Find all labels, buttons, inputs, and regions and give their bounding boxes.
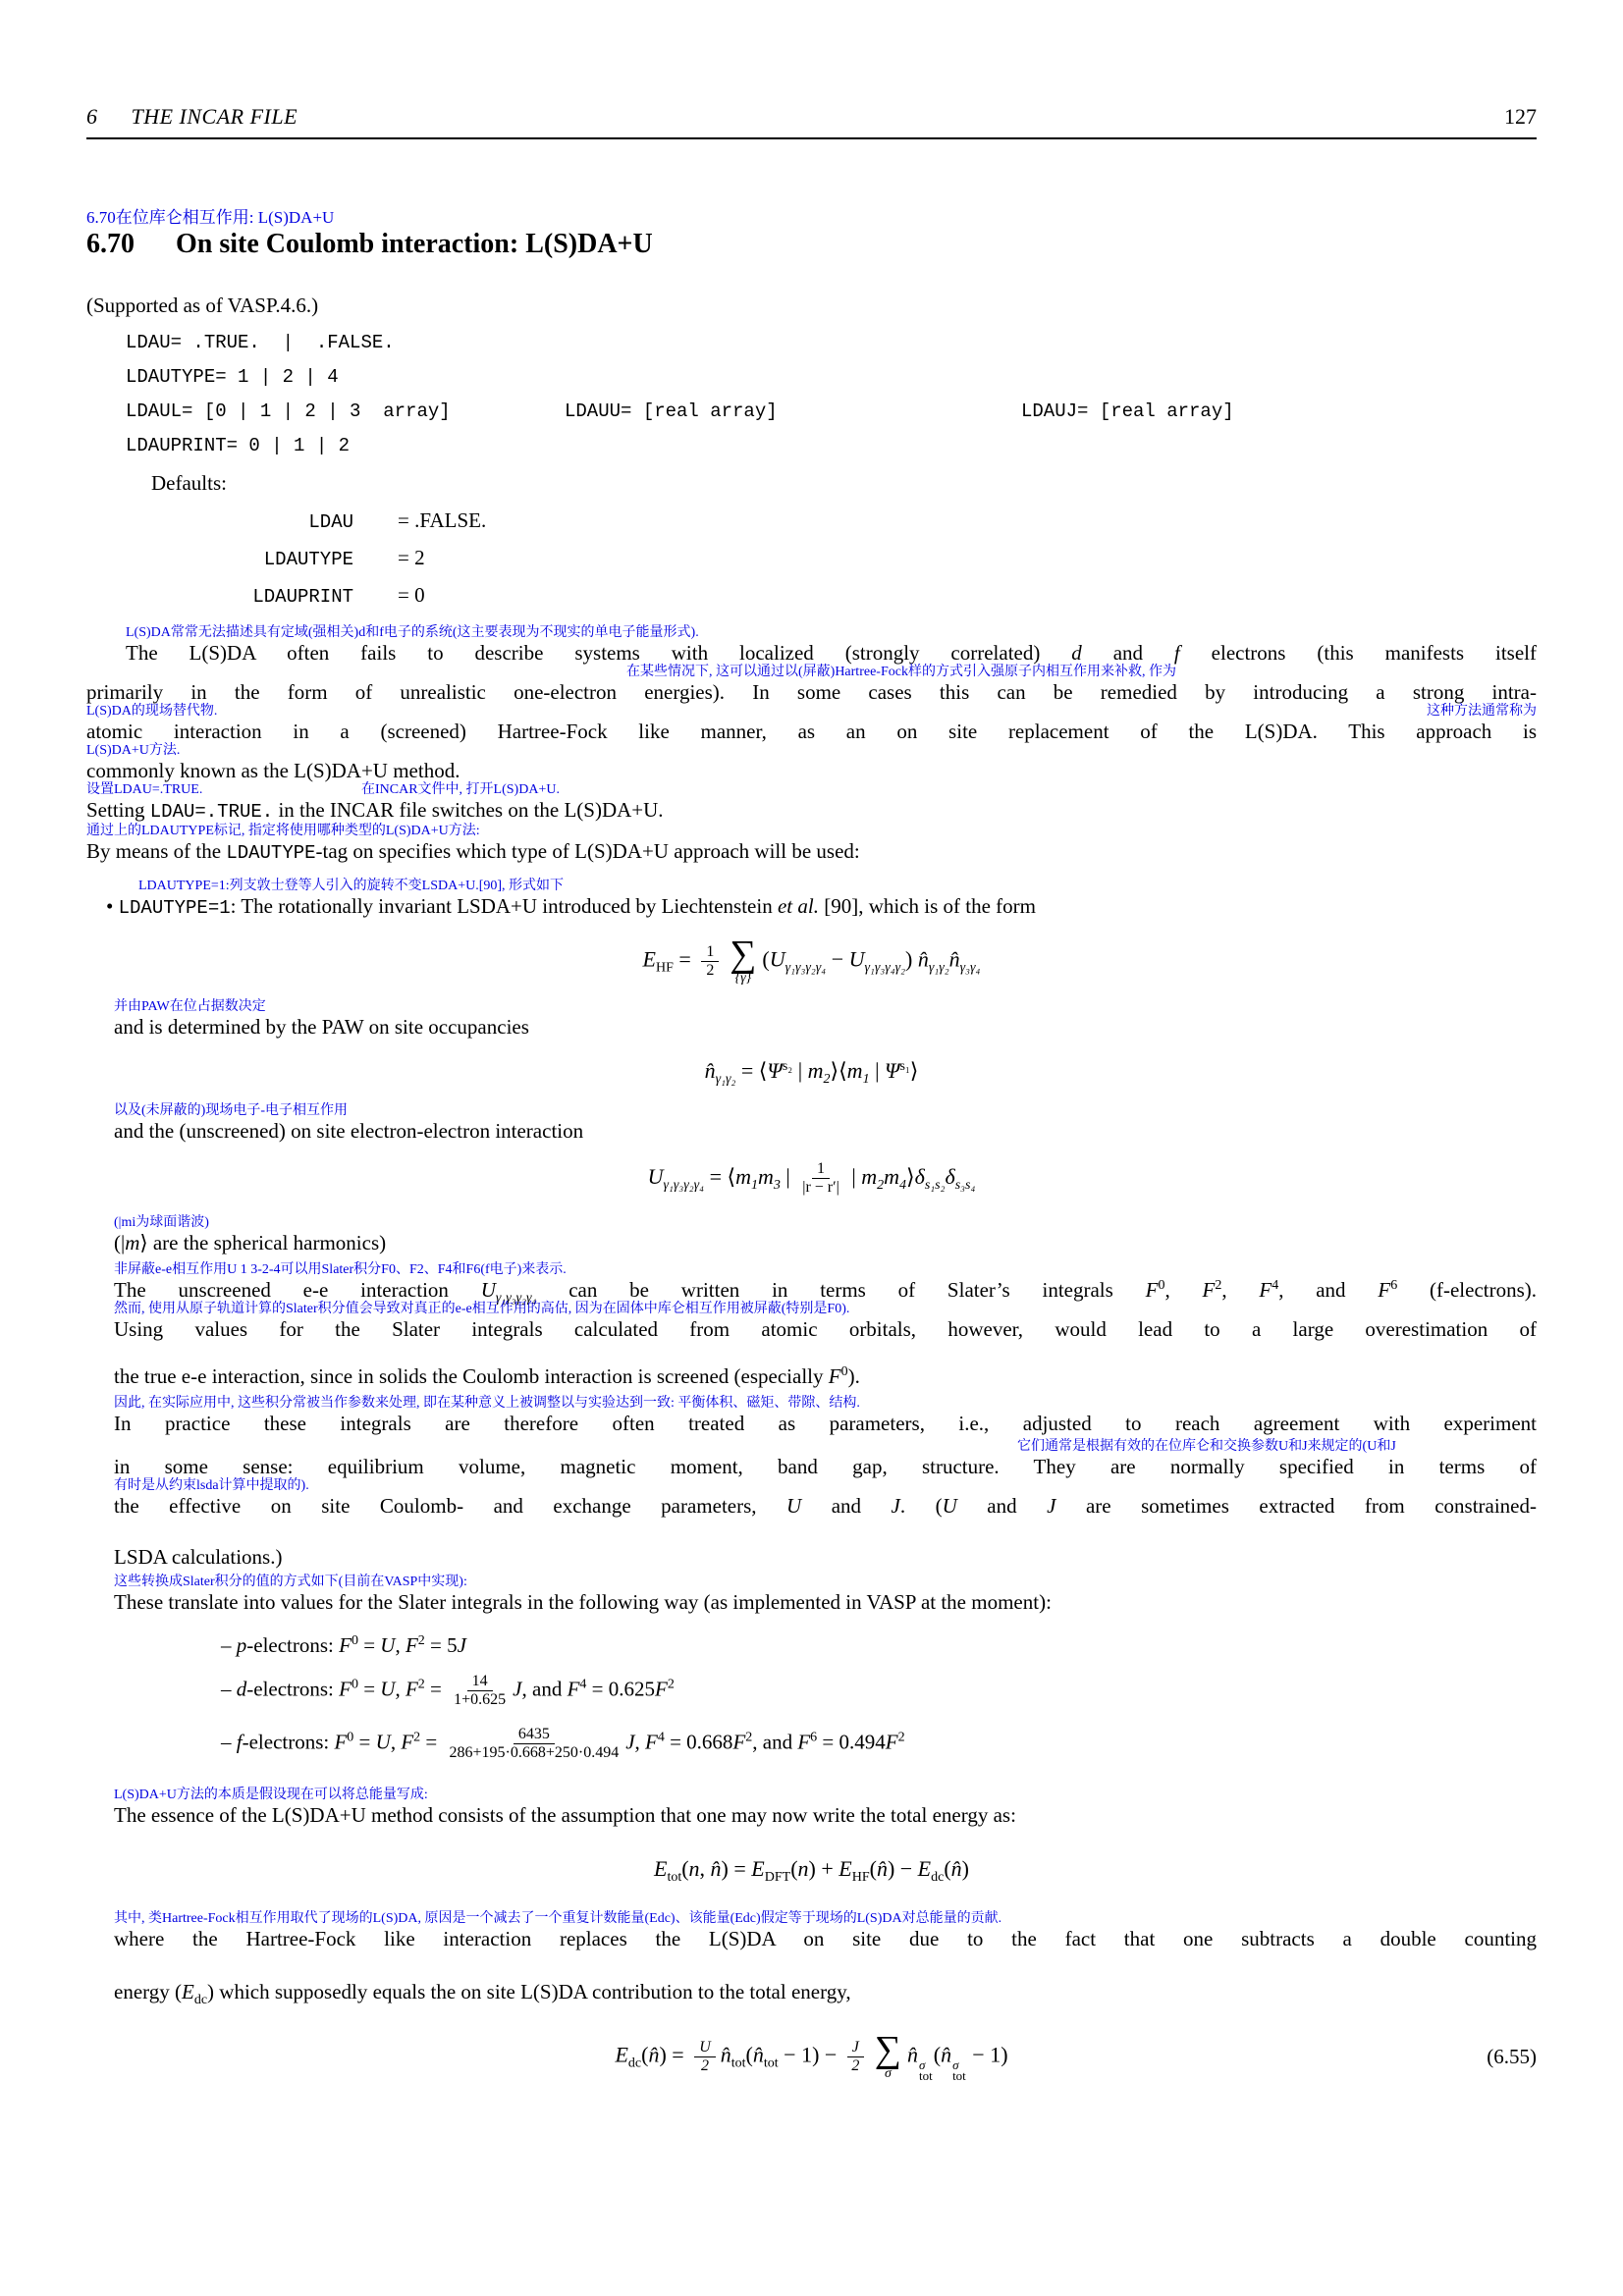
default-key: LDAUPRINT: [252, 586, 353, 608]
annotation-cn: [114, 1575, 1537, 1591]
equation-body: $E_{tot}(n$, n̂) = $E_{DFT}(n)$ + $E_{HF}(n̂)$ − $E_{dc}(n̂)$: [653, 1856, 969, 1886]
body-line: These translate into values for the Slater integrals in the following way (as implemented in VASP at the moment):: [114, 1589, 1052, 1614]
running-head: [86, 104, 298, 130]
annotated-line: [86, 665, 1537, 704]
body-line: The unscreened e-e interaction $U_{\gamma_1\gamma_3\gamma_2\gamma_4}$ can be written in terms of Slater’s integrals $F^0$, $F^2$, $F^4$, and $F^6$ (f-electrons).: [114, 1277, 1538, 1306]
defaults-label: Defaults:: [151, 471, 227, 495]
code-ldauj: LDAUJ= [real array]: [1021, 400, 1234, 422]
annotation-cn: [86, 743, 1537, 760]
chapter-title: THE INCAR FILE: [131, 104, 298, 129]
annotated-line: [86, 743, 1537, 782]
equation-body: $n̂_{\gamma_1\gamma_2}$ = $⟨\Psi^{s_2}$ | $m_2⟩⟨m_1$ | $\Psi^{s_1}⟩$: [704, 1058, 919, 1087]
spacer: [86, 1614, 1537, 1633]
annotation-cn: [114, 1302, 1537, 1318]
annotation-text: L(S)DA常常无法描述具有定域(强相关)d和f电子的系统(这主要表现为不现实的单电子能量形式).: [126, 625, 699, 640]
list-item: – d-electrons: $F^0 = U$, $F^2$ = $\frac{14}{1+0.625}$ J, and $F^4 = 0.625F^2$: [221, 1672, 675, 1709]
annotation-cn: [114, 999, 1537, 1016]
list-item: – f-electrons: $F^0 = U$, $F^2$ = $\frac{6435}{286+195\cdot 0.668+250\cdot 0.494}$ J, $F^4 = 0.668F^2$, and $F^6 = 0.494F^2$: [221, 1725, 905, 1761]
default-value: = 2: [398, 546, 425, 569]
annotated-line: [114, 1261, 1538, 1306]
page-header: [0, 0, 1623, 130]
default-row: [126, 546, 1537, 570]
code-line-ldauprint: LDAUPRINT= 0 | 1 | 2: [126, 435, 351, 456]
annotation-cn: [114, 1964, 1537, 1981]
body-line: The essence of the L(S)DA+U method consists of the assumption that one may now write the total energy as:: [114, 1803, 1016, 1828]
annotated-line: [114, 1439, 1537, 1478]
annotated-line: [114, 1302, 1537, 1341]
spacer: [86, 1255, 1537, 1262]
body-flow: [86, 625, 1537, 2081]
default-row: [126, 583, 1537, 608]
equation: [86, 2029, 1537, 2083]
annotated-line: [86, 704, 1537, 743]
annotation-cn: [114, 1439, 1537, 1456]
annotated-line: [114, 1215, 1537, 1255]
annotation-text: 然而, 使用从原子轨道计算的Slater积分值会导致对真正的e-e相互作用的高估, 因为在固体中库仑相互作用被屏蔽(特别是F0).: [114, 1301, 850, 1316]
annotation-text: 它们通常是根据有效的在位库仑和交换参数U和J来规定的(U和J: [1017, 1438, 1396, 1454]
annotated-line: [114, 1575, 1537, 1614]
equation: [86, 1856, 1537, 1886]
body-line: the true e-e interaction, since in solids the Coulomb interaction is screened (especially $F^0$).: [114, 1363, 860, 1388]
equation-number: (6.55): [1487, 2045, 1537, 2069]
annotation-text: 并由PAW在位占据数决定: [114, 999, 266, 1014]
default-key: LDAUTYPE: [263, 549, 353, 570]
spacer: [86, 865, 1537, 879]
annotated-line: [114, 1964, 1537, 2008]
annotation-cn: [114, 1396, 1537, 1413]
annotation-text: 以及(未屏蔽的)现场电子-电子相互作用: [114, 1103, 348, 1118]
body-line: By means of the LDAUTYPE-tag on specifies which type of L(S)DA+U approach will be used:: [86, 839, 860, 864]
default-key: LDAU: [308, 511, 353, 533]
annotated-line: [86, 782, 1537, 824]
chapter-number: 6: [86, 104, 98, 129]
annotation-cn: [114, 1215, 1537, 1232]
spacer: [86, 1388, 1537, 1396]
annotation-text: 其中, 类Hartree-Fock相互作用取代了现场的L(S)DA, 原因是一个减去了一个重复计数能量(Edc)、该能量(Edc)假定等于现场的L(S)DA对总能量的贡献.: [114, 1911, 1002, 1927]
body-line: energy $(E_{dc})$ which supposedly equals the on site L(S)DA contribution to the total energy,: [114, 1980, 851, 2008]
annotated-line: [114, 1349, 1537, 1388]
annotation-text: 有时是从约束lsda计算中提取的).: [114, 1477, 309, 1493]
section-title-text: On site Coulomb interaction: L(S)DA+U: [176, 229, 653, 259]
annotation-text: 在INCAR文件中, 打开L(S)DA+U.: [361, 782, 560, 797]
code-ldaul: LDAUL= [0 | 1 | 2 | 3 array]: [126, 400, 451, 422]
annotated-line: [114, 1396, 1537, 1435]
body-line: Using values for the Slater integrals calculated from atomic orbitals, however, would lead to a large overestimation of: [114, 1316, 1537, 1341]
annotation-cn: [114, 1788, 1537, 1804]
section-title-cn: 6.70在位库仑相互作用: L(S)DA+U: [86, 208, 335, 227]
section-number: 6.70: [86, 229, 135, 259]
equation: [86, 934, 1537, 986]
equation: [86, 1058, 1537, 1087]
annotation-cn: [114, 1529, 1537, 1546]
annotation-cn: [114, 1262, 1537, 1279]
annotated-line: [114, 1788, 1537, 1827]
page-content: [0, 208, 1623, 2081]
annotation-text: L(S)DA+U方法的本质是假设现在可以将总能量写成:: [114, 1788, 428, 1803]
code-block: [126, 334, 1537, 608]
body-line: commonly known as the L(S)DA+U method.: [86, 759, 460, 782]
annotation-cn: [86, 665, 1537, 681]
code-line-ldaul: [126, 402, 1537, 421]
body-line: primarily in the form of unrealistic one-electron energies). In some cases this can be remedied by introducing a strong intra-: [86, 680, 1537, 704]
annotation-text: LDAUTYPE=1:列支敦士登等人引入的旋转不变LSDA+U.[90], 形式如下: [138, 879, 565, 893]
annotation-text: L(S)DA的现场替代物.: [86, 704, 218, 719]
body-line: In practice these integrals are therefore often treated as parameters, i.e., adjusted to reach agreement with experiment: [114, 1411, 1537, 1435]
code-line-ldau: LDAU= .TRUE. | .FALSE.: [126, 332, 395, 353]
annotated-line: [114, 1478, 1537, 1518]
equation-body: $E_{HF}$ = $\frac{1}{2}$ ∑ {γ} $(U_{\gamma_1\gamma_3\gamma_2\gamma_4} - U_{\gamma_1\gamma_3\gamma_4\gamma_2})$ $n̂_{\gamma_1\gamma_2}n̂_{\gamma_3\gamma_4}$: [642, 934, 981, 986]
annotation-text: 这种方法通常称为: [1427, 704, 1537, 719]
annotation-cn: [86, 704, 1537, 721]
spacer: [86, 1778, 1537, 1788]
body-line: and is determined by the PAW on site occupancies: [114, 1015, 529, 1039]
body-line: atomic interaction in a (screened) Hartree-Fock like manner, as an on site replacement of the L(S)DA. This approach is: [86, 720, 1537, 743]
page-number: 127: [1504, 104, 1537, 129]
annotated-line: [106, 879, 1537, 920]
code-ldauu: LDAUU= [real array]: [565, 400, 778, 422]
annotation-text: L(S)DA+U方法.: [86, 743, 181, 758]
annotated-line: [114, 1103, 1537, 1143]
body-line: LSDA calculations.): [114, 1544, 283, 1569]
annotated-line: [114, 1911, 1537, 1950]
annotated-line: [114, 1529, 1537, 1569]
section-title: [86, 229, 1537, 260]
annotation-cn: [114, 1349, 1537, 1365]
annotation-text: 通过上的LDAUTYPE标记, 指定将使用哪种类型的L(S)DA+U方法:: [86, 824, 480, 838]
list-item: – p-electrons: $F^0 = U$, $F^2 = 5J$: [221, 1632, 466, 1657]
body-line: and the (unscreened) on site electron-electron interaction: [114, 1119, 584, 1143]
body-line: where the Hartree-Fock like interaction replaces the L(S)DA on site due to the fact that one subtracts a double counting: [114, 1927, 1537, 1951]
default-value: = .FALSE.: [398, 508, 487, 532]
body-line: The L(S)DA often fails to describe systems with localized (strongly correlated) d and f electrons (this manifests itself: [126, 641, 1537, 665]
code-line-ldautype: LDAUTYPE= 1 | 2 | 4: [126, 366, 339, 388]
annotation-text: 非屏蔽e-e相互作用U 1 3-2-4可以用Slater积分F0、F2、F4和F6(f电子)来表示.: [114, 1261, 567, 1277]
header-rule: [86, 137, 1537, 139]
body-line: the effective on site Coulomb- and exchange parameters, U and J. (U and J are sometimes extracted from constrained-: [114, 1493, 1537, 1518]
annotated-line: [86, 824, 1537, 865]
annotation-cn: [114, 1103, 1537, 1120]
annotation-text: 设置LDAU=.TRUE.: [86, 782, 203, 797]
annotation-cn: [114, 1911, 1537, 1928]
annotation-text: 这些转换成Slater积分的值的方式如下(目前在VASP中实现):: [114, 1574, 467, 1589]
body-line: • LDAUTYPE=1: The rotationally invariant LSDA+U introduced by Liechtenstein et al. [90], which is of the form: [106, 894, 1037, 919]
equation-body: $E_{dc}(n̂)$ = $\frac{U}{2}$ $n̂_{tot}(n̂_{tot} - 1)$ − $\frac{J}{2}$ ∑ σ n̂ σ tot (n̂ σ tot − 1): [615, 2029, 1008, 2083]
annotation-cn: [106, 879, 1537, 895]
annotation-cn: [114, 1478, 1537, 1495]
annotation-text: 在某些情况下, 这可以通过以(屏蔽)Hartree-Fock样的方式引入强原子内相互作用来补救, 作为: [626, 665, 1176, 679]
annotation-cn: [86, 782, 1537, 799]
annotation-cn: [126, 625, 1537, 642]
default-row: [126, 508, 1537, 533]
annotation-text: (|mi为球面谐波): [114, 1214, 209, 1230]
body-line: in some sense: equilibrium volume, magnetic moment, band gap, structure. They are normally specified in terms of: [114, 1454, 1537, 1478]
body-line: (|m⟩ are the spherical harmonics): [114, 1230, 387, 1255]
defaults-table: [126, 508, 1537, 608]
annotation-cn: [86, 824, 1537, 840]
supported-note: (Supported as of VASP.4.6.): [86, 294, 319, 317]
default-value: = 0: [398, 583, 425, 607]
equation: [86, 1160, 1537, 1198]
body-line: Setting LDAU=.TRUE. in the INCAR file switches on the L(S)DA+U.: [86, 798, 664, 823]
annotated-line: [126, 625, 1537, 665]
annotated-line: [114, 999, 1537, 1039]
annotation-text: 因此, 在实际应用中, 这些积分常被当作参数来处理, 即在某种意义上被调整以与实验达到一致: 平衡体积、磁矩、带隙、结构.: [114, 1395, 860, 1411]
equation-body: $U_{\gamma_1\gamma_3\gamma_2\gamma_4}$ = $⟨m_1m_3$ | $\frac{1}{|r - r'|}$ | $m_2m_4⟩\delta_{s_1s_2}\delta_{s_3s_4}$: [647, 1160, 976, 1197]
